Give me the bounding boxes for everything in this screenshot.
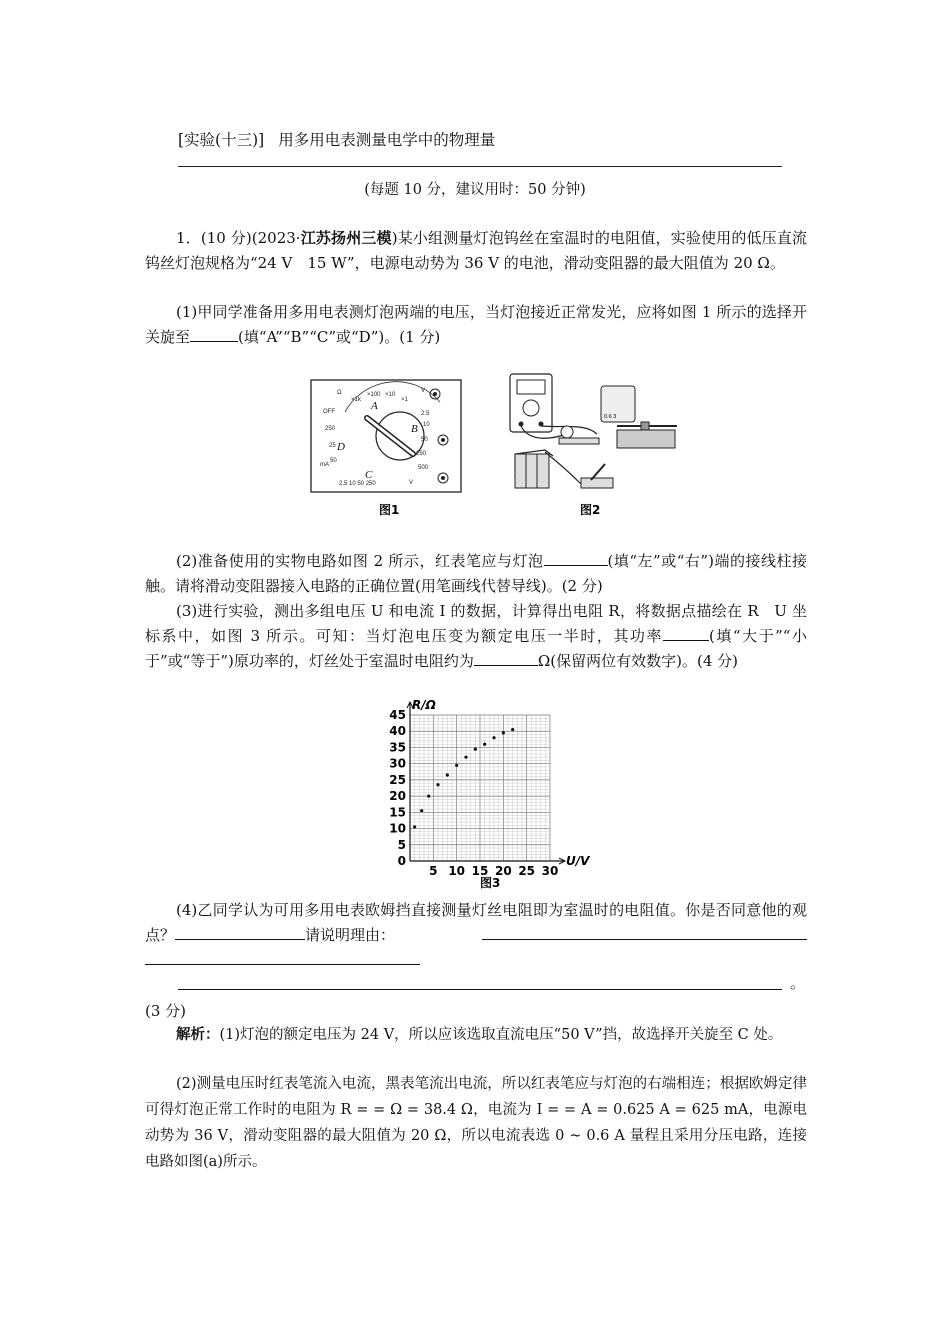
fig1-dcv: V (409, 480, 414, 486)
battery-pack (515, 454, 549, 488)
fig1-x1k: ×1k (351, 397, 361, 403)
part-3-text: (3)进行实验，测出多组电压 U 和电流 I 的数据，计算得出电阻 R，将数据点描绘在 R U 坐标系中，如图 3 所示。可知：当灯泡电压变为额定电压一半时，其功率 (145, 602, 807, 645)
data-point (427, 795, 430, 798)
data-point (474, 747, 477, 750)
answer-1-text: (1)灯泡的额定电压为 24 V，所以应该选取直流电压“50 V”挡，故选择开关旋至 C 处。 (219, 1027, 783, 1043)
x-tick-label: 15 (471, 864, 489, 878)
data-point (413, 825, 416, 828)
answer-blank-1[interactable] (190, 325, 238, 342)
answer-2: (2)测量电压时红表笔流入电流，黑表笔流出电流，所以红表笔应与灯泡的右端相连；根据欧姆定律可得灯泡正常工作时的电阻为 R = = Ω = 38.4 Ω，电流为 I = = A = 0.625 A = 625 mA，电源电动势为 36 V，滑动变阻器的最大阻值为 20 Ω，所以电流表选 0 ~ 0.6 A 量程且采用分压电路，连接电路如图(a)所示。 (145, 1076, 807, 1170)
data-point (483, 743, 486, 746)
part-1-text-2: (填“A”“B”“C”或“D”)。(1 分) (238, 328, 441, 346)
y-tick-label: 10 (389, 821, 406, 836)
figure-3-chart (370, 695, 600, 895)
fig2-caption: 图2 (580, 503, 601, 517)
fig1-caption: 图1 (379, 503, 400, 517)
part-4 (145, 898, 807, 948)
answer-1 (145, 1022, 807, 1048)
y-tick-label: 0 (397, 854, 406, 868)
fig1-C: C (365, 469, 373, 481)
y-tick-label: 30 (389, 756, 406, 771)
data-point (464, 756, 467, 759)
multimeter-dial-figure (311, 380, 461, 517)
x-tick-label: 10 (448, 864, 466, 878)
bulb (561, 426, 573, 438)
data-point (446, 773, 449, 776)
y-tick-label: 25 (389, 772, 406, 787)
y-tick-label: 45 (389, 708, 406, 722)
fig1-D: D (337, 441, 345, 453)
circuit-figure (510, 374, 677, 517)
chart-points (413, 728, 514, 829)
y-tick-label: 15 (389, 805, 406, 820)
fig1-x10: ×10 (385, 392, 396, 398)
fig1-50: 50 (330, 458, 337, 464)
fig1-r10: 10 (423, 422, 430, 428)
y-tick-label: 35 (389, 740, 406, 755)
part-4-text: (4)乙同学认为可用多用电表欧姆挡直接测量灯丝电阻即为室温时的电阻值。你是否同意他的观点？ (145, 901, 807, 944)
part-2-text-2: (填“左”或“右”)端的接线柱接触。请将滑动变阻器接入电路的正确位置(用笔画线代替导线)。(2 分) (145, 552, 807, 595)
data-point (436, 783, 439, 786)
part-2 (145, 549, 807, 599)
data-point (420, 809, 423, 812)
fig1-x100: ×100 (367, 392, 381, 398)
y-tick-label: 40 (389, 724, 406, 739)
section-title: 用多用电表测量电学中的物理量 (278, 131, 496, 149)
figures-1-2 (305, 368, 705, 528)
chart-xlabel: U/V (566, 854, 590, 868)
answer-blank-5[interactable] (175, 923, 305, 940)
section-label: [实验(十三)] (178, 131, 265, 149)
part-4-score: (3 分) (145, 1002, 187, 1020)
chart-ylabel: R/Ω (412, 698, 436, 712)
intro-text: 1．(10 分)(2023· (176, 229, 301, 247)
answer-label: 解析： (176, 1026, 220, 1043)
data-point (455, 764, 458, 767)
data-point (492, 736, 495, 739)
rheostat (617, 430, 675, 448)
intro-text-2: )某小组测量灯泡钨丝在室温时的电阻值，实验使用的低压直流钨丝灯泡规格为“24 V 15 W”，电源电动势为 36 V 的电池，滑动变阻器的最大阻值为 20 Ω。 (145, 229, 807, 272)
question-intro (145, 226, 807, 276)
fig1-25: 25 (329, 443, 336, 449)
fig1-r50: 50 (421, 437, 428, 443)
fig1-r25: 2.5 (421, 411, 430, 417)
switch (581, 478, 613, 488)
fig1-r500: 500 (418, 465, 429, 471)
x-tick-label: 30 (541, 864, 559, 878)
answer-blank-3[interactable] (663, 624, 709, 641)
fig1-r250: 250 (416, 451, 427, 457)
part-4-text-2: 请说明理由： (305, 926, 396, 944)
answer-line-2[interactable] (145, 964, 420, 965)
page-title (178, 128, 495, 150)
part-1 (145, 300, 807, 350)
answer-line-1[interactable] (482, 939, 807, 940)
fig1-x1: ×1 (401, 397, 408, 403)
part-2-text: (2)准备使用的实物电路如图 2 所示，红表笔应与灯泡 (176, 552, 544, 570)
fig2-meter-scale: 0.6 3 (604, 414, 617, 420)
data-point (511, 728, 514, 731)
title-rule (178, 166, 782, 167)
fig1-B: B (411, 423, 418, 435)
part-3-text-2: (填“大于”“小于”或“等于”)原功率的，灯丝处于室温时电阻约为 (145, 627, 807, 670)
fig1-omega: Ω (337, 390, 342, 396)
data-point (502, 731, 505, 734)
fig1-bottom-ticks: 2.5 10 50 250 (339, 481, 376, 487)
fig1-off: OFF (323, 409, 335, 415)
answer-blank-4[interactable] (474, 649, 538, 666)
y-tick-label: 5 (397, 837, 406, 852)
answer-blank-2[interactable] (544, 549, 608, 566)
part-3 (145, 599, 807, 674)
chart-title: 图3 (480, 876, 501, 890)
x-tick-label: 25 (518, 864, 536, 878)
chart-grid (410, 715, 550, 861)
fig1-250: 250 (325, 426, 336, 432)
x-tick-label: 20 (494, 864, 512, 878)
intro-source: 江苏扬州三模 (300, 229, 392, 247)
y-tick-label: 20 (389, 789, 406, 804)
answer-line-3[interactable] (178, 989, 782, 990)
part-3-text-3: Ω(保留两位有效数字)。(4 分) (537, 652, 739, 670)
time-note: (每题 10 分，建议用时：50 分钟) (364, 182, 586, 198)
part-1-text: (1)甲同学准备用多用电表测灯泡两端的电压，当灯泡接近正常发光，应将如图 1 所示的选择开关旋至 (145, 303, 807, 346)
fig1-acv: V (421, 388, 426, 394)
fig1-A: A (371, 400, 378, 412)
part-4-period: 。 (790, 974, 806, 992)
x-tick-label: 5 (429, 864, 438, 878)
fig1-ma: mA (320, 462, 329, 468)
